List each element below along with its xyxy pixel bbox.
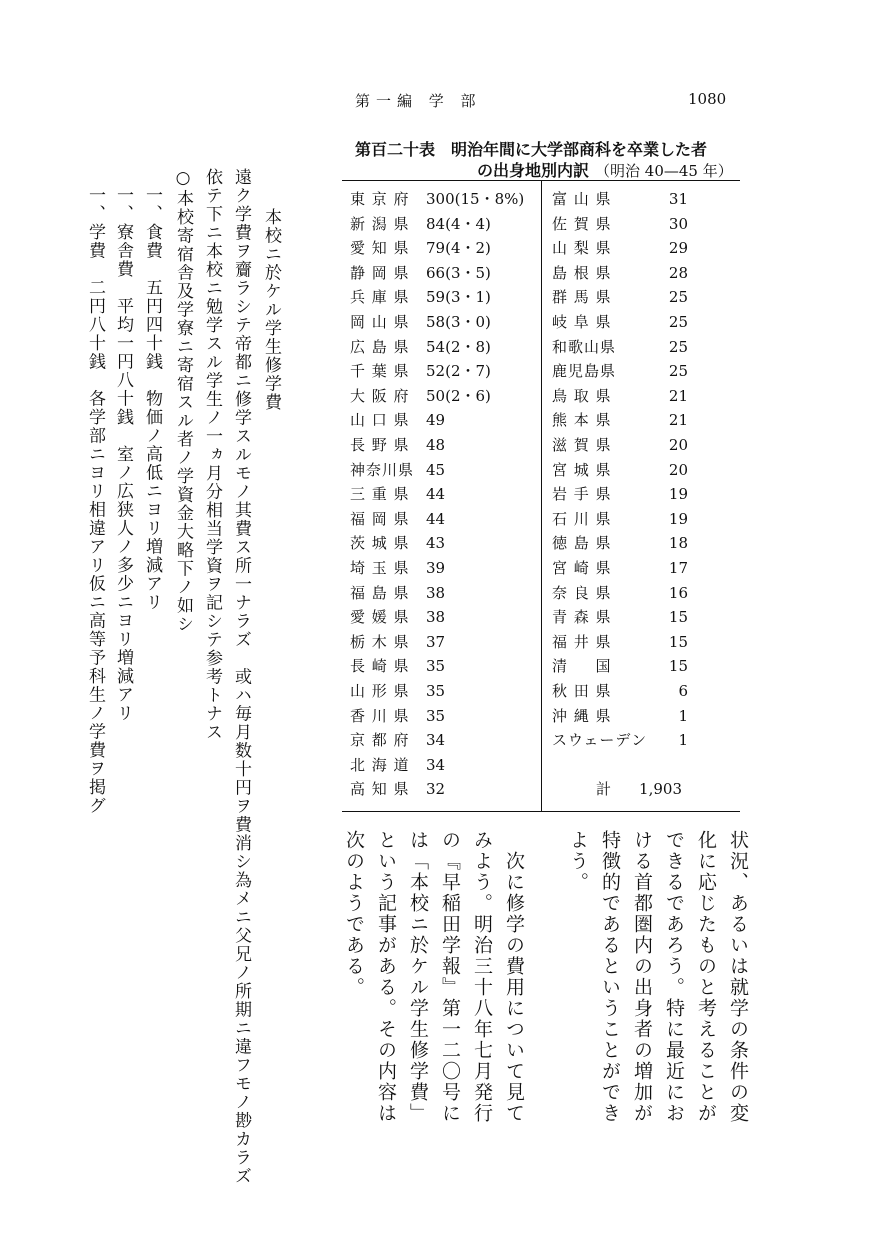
graduate-count: 50(2・6)	[426, 386, 491, 405]
graduate-count: 32	[426, 780, 446, 799]
right-table-row	[552, 186, 688, 212]
page-number: 1080	[688, 90, 727, 108]
graduate-count: 43	[426, 534, 446, 553]
left-table-row	[350, 334, 536, 360]
right-table-row	[552, 752, 688, 778]
prefecture-name: 岐 阜 県	[552, 313, 612, 331]
graduate-count: 20	[668, 460, 688, 479]
prefecture-name: 和歌山県	[552, 337, 617, 356]
prefecture-name: 香 川 県	[350, 706, 410, 725]
right-table-row	[552, 383, 688, 409]
prefecture-name: 北 海 道	[350, 755, 410, 774]
graduate-count: 44	[426, 485, 446, 504]
prefecture-name: 富 山 県	[552, 190, 612, 208]
graduate-count: 35	[426, 706, 446, 725]
right-table-row	[552, 309, 688, 335]
graduate-count: 1,903	[639, 780, 682, 799]
right-table-row	[552, 580, 688, 606]
prefecture-name: 滋 賀 県	[552, 436, 612, 454]
graduate-count: 84(4・4)	[426, 214, 491, 233]
graduate-count: 35	[426, 657, 446, 676]
right-table-row	[552, 358, 688, 384]
body-text-column: という記事がある。その内容は	[375, 830, 397, 1124]
graduate-count: 37	[426, 632, 446, 651]
right-table-row	[552, 703, 688, 729]
prefecture-name: 福 井 県	[552, 632, 612, 651]
right-table-row	[552, 604, 688, 630]
prefecture-name: 岡 山 県	[350, 313, 410, 331]
left-table-row	[350, 284, 536, 310]
prefecture-name: 宮 城 県	[552, 460, 612, 479]
prefecture-name: 計	[595, 780, 612, 799]
prefecture-name: 沖 縄 県	[552, 706, 612, 725]
prefecture-name: 奈 良 県	[552, 583, 612, 602]
left-table-row	[350, 186, 536, 212]
prefecture-name: 新 潟 県	[350, 214, 410, 233]
quote-line: 遠ク学費ヲ齎ラシテ帝都ニ修学スルモノ其費ス所一ナラズ 或ハ毎月数十円ヲ費消シ為メニ父兄ノ所期ニ違フモノ尠カラズ	[231, 168, 251, 1186]
prefecture-name: 秋 田 県	[552, 682, 612, 700]
graduate-count: 28	[668, 263, 688, 282]
graduate-count: 15	[668, 657, 688, 676]
right-table-row	[552, 235, 688, 261]
graduate-count: 25	[668, 313, 688, 331]
body-text-column: は「本校ニ於ケル学生修学費」	[407, 830, 429, 1124]
left-table-row	[350, 235, 536, 261]
prefecture-name: 長 野 県	[350, 436, 410, 454]
prefecture-name: 福 岡 県	[350, 509, 410, 528]
prefecture-name: 神奈川県	[350, 460, 415, 479]
graduate-count: 15	[668, 608, 688, 627]
prefecture-name: 茨 城 県	[350, 534, 410, 553]
left-table-row	[350, 604, 536, 630]
left-table-row	[350, 358, 536, 384]
left-table-row	[350, 211, 536, 237]
body-text-column: 状況、あるいは就学の条件の変	[727, 830, 749, 1124]
body-text-column: の『早稲田学報』第一二〇号に	[439, 830, 461, 1124]
prefecture-name: 鳥 取 県	[552, 386, 612, 405]
prefecture-name: 鹿児島県	[552, 362, 617, 381]
body-text-column: ける首都圏内の出身者の増加が	[631, 830, 653, 1124]
body-text-column: 化に応じたものと考えることが	[695, 830, 717, 1124]
quote-line: 依テ下ニ本校ニ勉学スル学生ノ一ヵ月分相当学資ヲ記シテ参考トナス	[202, 168, 222, 742]
body-text-column: 次に修学の費用について見て	[503, 830, 525, 1124]
prefecture-name: 高 知 県	[350, 780, 410, 799]
graduate-count: 48	[426, 436, 446, 454]
table-column-divider	[541, 180, 542, 812]
right-table-row	[552, 530, 688, 556]
left-table-row	[350, 727, 536, 753]
left-table-row	[350, 432, 536, 458]
prefecture-name: 福 島 県	[350, 583, 410, 602]
graduate-count: 35	[426, 682, 446, 700]
prefecture-name: 島 根 県	[552, 263, 612, 282]
table-period: （明治 40—45 年）	[595, 162, 733, 180]
graduate-count: 17	[668, 559, 688, 577]
prefecture-name: 佐 賀 県	[552, 214, 612, 233]
quote-line: 一、寮舎費 平均一円八十銭 室ノ広狭人ノ多少ニヨリ増減アリ	[113, 186, 133, 723]
graduate-count: 25	[668, 288, 688, 307]
graduate-count: 20	[668, 436, 688, 454]
quote-line: 一、食費 五円四十銭 物価ノ高低ニヨリ増減アリ	[142, 186, 162, 612]
left-table-row	[350, 530, 536, 556]
right-table-row	[552, 776, 682, 802]
left-table-row	[350, 703, 536, 729]
left-table-row	[350, 752, 536, 778]
body-text-column: 次のようである。	[343, 830, 365, 998]
prefecture-name: 清 国	[552, 657, 612, 676]
right-table-row	[552, 555, 688, 581]
prefecture-name: 青 森 県	[552, 608, 612, 627]
right-table-row	[552, 457, 688, 483]
left-table-row	[350, 457, 536, 483]
quote-line: 一、学費 二円八十銭 各学部ニヨリ相違アリ仮ニ高等予科生ノ学費ヲ掲グ	[85, 186, 105, 815]
prefecture-name: 広 島 県	[350, 337, 410, 356]
left-table-row	[350, 481, 536, 507]
prefecture-name: 徳 島 県	[552, 534, 612, 553]
graduate-count: 52(2・7)	[426, 362, 491, 381]
graduate-count: 58(3・0)	[426, 313, 491, 331]
graduate-count: 34	[426, 755, 446, 774]
graduate-count: 38	[426, 608, 446, 627]
body-text-column: 特徴的であるということができ	[599, 830, 621, 1124]
graduate-count: 6	[678, 682, 688, 700]
prefecture-name: 千 葉 県	[350, 362, 410, 381]
graduate-count: 44	[426, 509, 446, 528]
left-table-row	[350, 383, 536, 409]
running-header: 第一編 学 部	[355, 92, 482, 110]
left-table-row	[350, 653, 536, 679]
graduate-count: 34	[426, 731, 446, 750]
graduate-count: 300(15・8%)	[426, 190, 525, 208]
prefecture-name: 静 岡 県	[350, 263, 410, 282]
body-text-column: よう。	[567, 830, 589, 893]
prefecture-name: 群 馬 県	[552, 288, 612, 307]
graduate-count: 1	[678, 731, 688, 750]
right-table-row	[552, 629, 688, 655]
prefecture-name: 熊 本 県	[552, 411, 612, 430]
right-table-row	[552, 407, 688, 433]
right-table-row	[552, 481, 688, 507]
left-table-row	[350, 309, 536, 335]
graduate-count: 79(4・2)	[426, 239, 491, 258]
graduate-count: 29	[668, 239, 688, 258]
right-table-row	[552, 432, 688, 458]
left-table-row	[350, 506, 536, 532]
graduate-count: 15	[668, 632, 688, 651]
left-table-row	[350, 555, 536, 581]
body-text-column: できるであろう。特に最近にお	[663, 830, 685, 1124]
right-table-row	[552, 260, 688, 286]
right-table-row	[552, 506, 688, 532]
left-table-row	[350, 580, 536, 606]
left-table-row	[350, 260, 536, 286]
prefecture-name: 山 梨 県	[552, 239, 612, 258]
graduate-count: 25	[668, 362, 688, 381]
graduate-count: 21	[668, 411, 688, 430]
left-table-row	[350, 776, 536, 802]
table-title: 第百二十表 明治年間に大学部商科を卒業した者	[355, 140, 708, 159]
prefecture-name: 京 都 府	[350, 731, 410, 750]
graduate-count: 31	[668, 190, 688, 208]
prefecture-name: 石 川 県	[552, 509, 612, 528]
right-table-row	[552, 334, 688, 360]
table-title-continued	[477, 158, 733, 181]
graduate-count: 16	[668, 583, 688, 602]
prefecture-name: 宮 崎 県	[552, 559, 612, 577]
right-table-row	[552, 653, 688, 679]
graduate-count: 30	[668, 214, 688, 233]
prefecture-name: 東 京 府	[350, 190, 410, 208]
graduate-count: 1	[678, 706, 688, 725]
graduate-count: 19	[668, 509, 688, 528]
quote-line: ○本校寄宿舎及学寮ニ寄宿スル者ノ学資金大略下ノ如シ	[173, 168, 193, 634]
graduate-count: 19	[668, 485, 688, 504]
left-table-row	[350, 629, 536, 655]
prefecture-name: 愛 媛 県	[350, 608, 410, 627]
prefecture-name: 愛 知 県	[350, 239, 410, 258]
prefecture-name: 埼 玉 県	[350, 559, 410, 577]
prefecture-name: 岩 手 県	[552, 485, 612, 504]
table-title-line2: の出身地別内訳	[477, 161, 590, 180]
prefecture-name: 兵 庫 県	[350, 288, 410, 307]
graduate-count: 49	[426, 411, 446, 430]
graduate-count: 18	[668, 534, 688, 553]
right-table-row	[552, 678, 688, 704]
graduate-count: 38	[426, 583, 446, 602]
quote-title: 本校ニ於ケル学生修学費	[261, 208, 281, 412]
right-table-row	[552, 211, 688, 237]
left-table-row	[350, 407, 536, 433]
graduate-count: 39	[426, 559, 446, 577]
body-text-column: みよう。明治三十八年七月発行	[471, 830, 493, 1124]
graduate-count: 45	[426, 460, 446, 479]
right-table-row	[552, 727, 688, 753]
left-table-row	[350, 678, 536, 704]
graduate-count: 59(3・1)	[426, 288, 491, 307]
right-table-row	[552, 284, 688, 310]
graduate-count: 66(3・5)	[426, 263, 491, 282]
prefecture-name: スウェーデン	[552, 731, 648, 750]
graduate-count: 54(2・8)	[426, 337, 491, 356]
prefecture-name: 大 阪 府	[350, 386, 410, 405]
prefecture-name: 長 崎 県	[350, 657, 410, 676]
graduate-count: 21	[668, 386, 688, 405]
prefecture-name: 栃 木 県	[350, 632, 410, 651]
prefecture-name: 山 形 県	[350, 682, 410, 700]
prefecture-name: 三 重 県	[350, 485, 410, 504]
graduate-count: 25	[668, 337, 688, 356]
prefecture-name: 山 口 県	[350, 411, 410, 430]
